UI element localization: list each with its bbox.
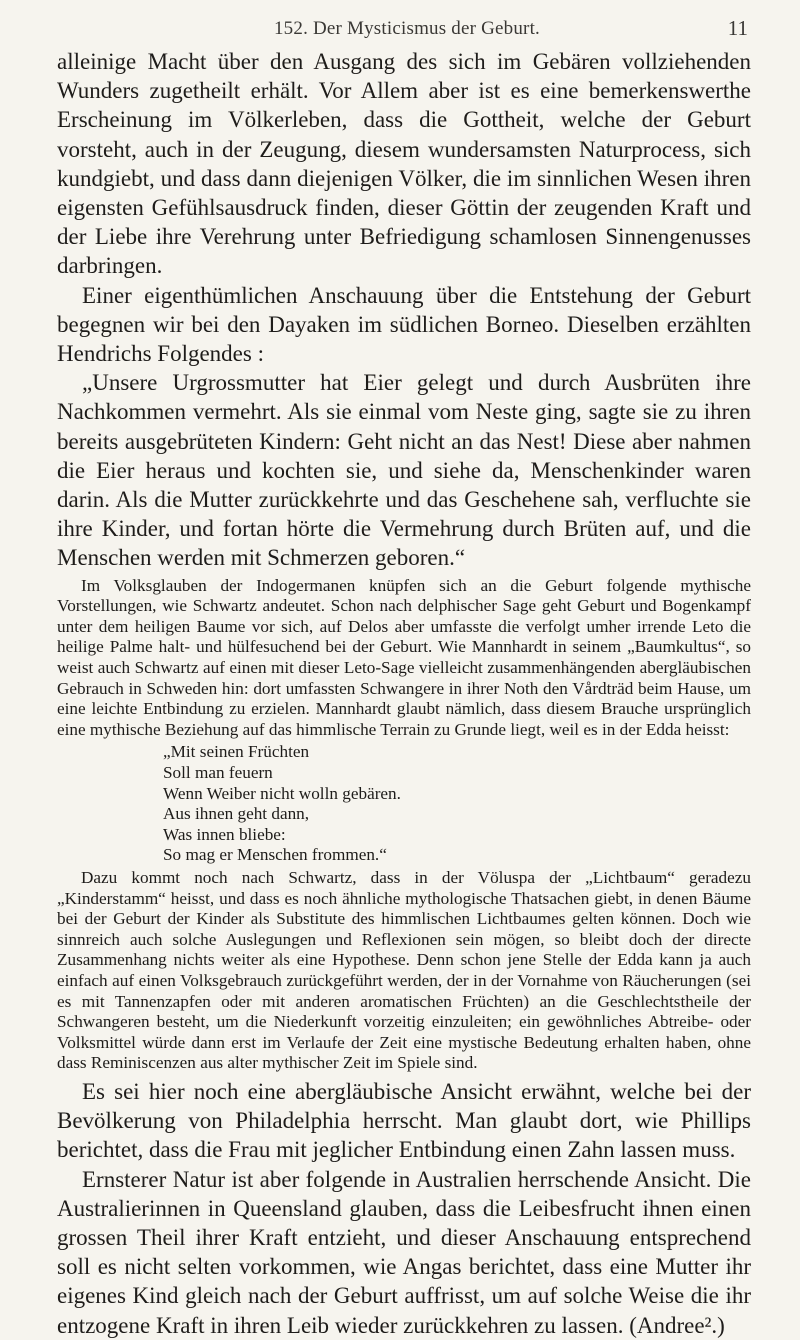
poem-line: Soll man feuern bbox=[163, 763, 273, 782]
paragraph-5: Ernsterer Natur ist aber folgende in Australien herrschende Ansicht. Die Australierinnen in Queensland glauben, dass die Leibesfrucht ihnen einen grossen Theil ihrer Kraft entzieht, und dieser Anschauung entsprechend soll es nicht selten vorkommen, wie Angas berichtet, dass eine Mutter ihr eigenes Kind gleich nach der Geburt auffrisst, um auf solche Weise die ihr entzogene Kraft in ihren Leib wieder zurückkehren zu lassen. (Andree².) bbox=[57, 1166, 751, 1338]
poem-line: „Mit seinen Früchten bbox=[163, 742, 310, 762]
paragraph-4: Es sei hier noch eine abergläubische Ansicht erwähnt, welche bei der Bevölkerung von Philadelphia herrscht. Man glaubt dort, wie Phillips berichtet, dass die Frau mit jeglicher Entbindung einen Zahn lassen muss. bbox=[57, 1078, 751, 1163]
paragraph-3-quote: „Unsere Urgrossmutter hat Eier gelegt und durch Ausbrüten ihre Nachkommen vermehrt. Als sie einmal vom Neste ging, sagte sie zu ihren bereits ausgebrüteten Kindern: Geht nicht an das Nest! Diese aber nahmen die Eier heraus und kochten sie, und siehe da, Menschenkinder waren darin. Als die Mutter zurückkehrte und das Geschehene sah, verfluchte sie ihre Kinder, und fortan hörte die Vermehrung durch Brüten auf, und die Menschen werden mit Schmerzen geboren.“ bbox=[57, 370, 751, 571]
poem-line: Wenn Weiber nicht wolln gebären. bbox=[163, 783, 401, 803]
paragraph-2: Einer eigenthümlichen Anschauung über die Entstehung der Geburt begegnen wir bei den Dayaken im südlichen Borneo. Dieselben erzählten Hendrichs Folgendes : bbox=[57, 282, 751, 367]
poem-line: So mag er Menschen frommen.“ bbox=[163, 845, 387, 865]
poem-line: Aus ihnen geht dann, bbox=[163, 804, 310, 824]
running-title: 152. Der Mysticismus der Geburt. bbox=[273, 18, 541, 39]
poem-line: Was innen bliebe: bbox=[163, 824, 286, 844]
edda-poem bbox=[163, 742, 751, 866]
page-header bbox=[60, 14, 754, 50]
small-paragraph-2: Dazu kommt noch nach Schwartz, dass in der Völuspa der „Lichtbaum“ geradezu „Kinderstamm“ heisst, und dass es noch ähnliche mythologische Thatsachen giebt, in denen Bäume bei der Geburt der Kinder als Substitute des himmlischen Lichtbaumes gelten können. Doch wie sinnreich auch solche Auslegungen und Reflexionen sein mögen, so bleibt doch der directe Zusammenhang nichts weiter als eine Hypothese. Denn schon jene Stelle der Edda kann ja auch einfach auf einen Volksgebrauch zurückgeführt werden, der in der Vornahme von Räucherungen (sei es mit Tannenzapfen oder mit anderen aromatischen Früchten) an die Geschlechtstheile der Schwangeren besteht, um die Niederkunft vorzeitig einzuleiten; ein gewöhnliches Abtreibe- oder Volksmittel würde dann erst im Verlaufe der Zeit eine mystische Bedeutung erhalten haben, ohne dass Reminiscenzen aus alter mythischer Zeit im Spiele sind. bbox=[57, 867, 751, 1073]
page-number: 11 bbox=[727, 16, 748, 40]
body-text bbox=[57, 47, 751, 1340]
small-paragraph-1: Im Volksglauben der Indogermanen knüpfen sich an die Geburt folgende mythische Vorstellungen, wie Schwartz andeutet. Schon nach delphischer Sage geht Geburt und Bogenkampf unter dem heiligen Baume vor sich, auf Delos aber umfasste die verfolgt umher irrende Leto die heilige Palme halt- und hülfesuchend bei der Geburt. Wie Mannhardt in seinem „Baumkultus“, so weist auch Schwartz auf einen mit dieser Leto-Sage vielleicht zusammenhängenden abergläubischen Gebrauch in Schweden hin: dort umfassten Schwangere in ihrer Noth den Vårdträd beim Hause, um eine leichte Entbindung zu erzielen. Mannhardt glaubt nämlich, dass diesem Brauche ursprünglich eine mythische Beziehung auf das himmlische Terrain zu Grunde liegt, weil es in der Edda heisst: bbox=[57, 575, 751, 739]
paragraph-1: alleinige Macht über den Ausgang des sich im Gebären vollziehenden Wunders zugetheilt erhält. Vor Allem aber ist es eine bemerkenswerthe Erscheinung im Völkerleben, dass die Gottheit, welche der Geburt vorsteht, auch in der Zeugung, diesem wundersamsten Naturprocess, sich kundgiebt, und dass dann diejenigen Völker, die im sinnlichen Wesen ihren eigensten Gefühlsausdruck finden, dieser Göttin der zeugenden Kraft und der Liebe ihre Verehrung unter Befriedigung schamlosen Sinnengenusses darbringen. bbox=[57, 49, 751, 279]
